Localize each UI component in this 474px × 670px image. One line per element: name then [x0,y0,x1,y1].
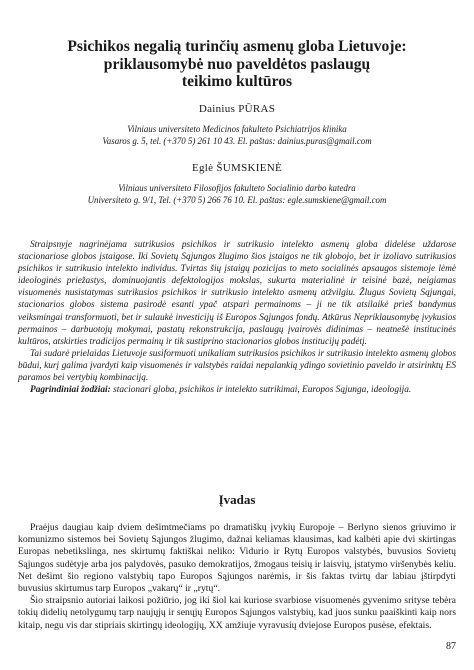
title-line: Psichikos negalią turinčių asmenų globa Lietuvoje: [67,38,407,55]
body-text [18,522,456,632]
author-name: Eglė ŠUMSKIENĖ [191,162,283,174]
body-paragraph: Šio straipsnio autoriai laikosi požiūrio, jog iki šiol kai kuriose svarbiose visuomenės gyvenimo srityse tebėra tokių didelių netolygumų tarp naujųjų ir senųjų Europos Sąjungos valstybių, kad juos sunku paaiškinti kaip nors kitaip, negu vis dar stipriais skirtingų ideologijų, XX amžiuje vyravusių dviejose Europos pusėse, efektais. [18,595,456,631]
title-line: teikimo kultūros [181,73,293,90]
body-paragraph: Praėjus daugiau kaip dviem dešimtmečiams po dramatiškų įvykių Europoje – Berlyno sienos griuvimo ir komunizmo sistemos bei Sovietų Sąjungos žlugimo, dažnai keliamas klausimas, kad kalbėti apie dvi skirtingas Europas nebetikslinga, nes skirtumų faktiškai neliko: Vidurio ir Rytų Europos valstybės, buvusios Sovietų Sąjungos sudėtyje arba jos palydovės, pasuko demokratijos, žmogaus teisių ir laisvių, įstatymo viršenybės keliu. Net dešimt šio regiono valstybių tapo Europos Sąjungos narėmis, ir šis faktas tvirtų dar labiau įštirpdyti buvusius skirtumus tarp Europos „vakarų“ ir „rytų“. [18,522,456,595]
abstract [18,239,456,396]
affiliation-line: Vasaros g. 5, tel. (+370 5) 261 10 43. El. paštas: dainius.puras@gmail.com [102,136,372,147]
author-name: Dainius PŪRAS [198,103,276,115]
keywords [18,384,456,396]
author-affiliation [0,182,474,207]
title-line: priklausomybė nuo paveldėtos paslaugų [103,55,371,73]
section-heading: Įvadas [218,492,256,507]
abstract-paragraph: Straipsnyje nagrinėjama sutrikusios psichikos ir sutrikusio intelekto asmenų globa didelėse uždarose stacionariose globos įstaigose. Iki Sovietų Sąjungos žlugimo šios įstaigos ne tik globojo, bet ir izoliavo sutrikusios psichikos ir sutrikusio intelekto individus. Tvirtas šių įstaigų pozicijas to meto socialinės apsaugos sistemoje lėmė ideologinės priežastys, dominuojantis defektologijos mokslas, sukurta materialinė ir teisinė bazė, neigiamas visuomenės nusistatymas sutrikusios psichikos ir sutrikusio intelekto asmenų atžvilgiu. Žlugus Sovietų Sąjungai, stacionarios globos sistema pasirodė esanti ypač atspari permainoms – ji ne tik atsilaikė prieš bandymus veiksmingai transformuoti, bet ir sulaukė investicijų iš Europos Sąjungos fondų. Atkūrus Nepriklausomybę įvykusios permainos – darbuotojų mokymai, pastatų rekonstrukcija, paslaugų įvairovės didinimas – neatnešė institucinės kultūros, atskirties tradicijos permainų ir tik sustiprino stacionarios globos institucijų padėtį. [18,240,456,347]
page-number: 87 [446,641,456,652]
affiliation-line: Vilniaus universiteto Medicinos fakulteto Psichiatrijos klinika [127,124,347,134]
affiliation-line: Universiteto g. 9/1, Tel. (+370 5) 266 76 10. El. paštas: egle.sumskiene@gmail.com [87,195,387,206]
article-title [40,38,434,91]
keywords-label: Pagrindiniai žodžiai: [30,385,111,396]
author-affiliation [0,123,474,148]
affiliation-line: Vilniaus universiteto Filosofijos fakulteto Socialinio darbo katedra [118,183,356,193]
abstract-paragraph: Tai sudarė prielaidas Lietuvoje susiformuoti unikaliam sutrikusios psichikos ir sutrikusio intelekto asmenų globos būdui, kurį galima įvardyti kaip visuomenės ir valstybės raidai nepalankią ydingo sovietinio paveldo ir atsirinktų ES paramos bei vertybių kombinaciją. [18,348,456,384]
keywords-text: stacionari globa, psichikos ir intelekto sutrikimai, Europos Sąjunga, ideologija. [113,385,412,396]
